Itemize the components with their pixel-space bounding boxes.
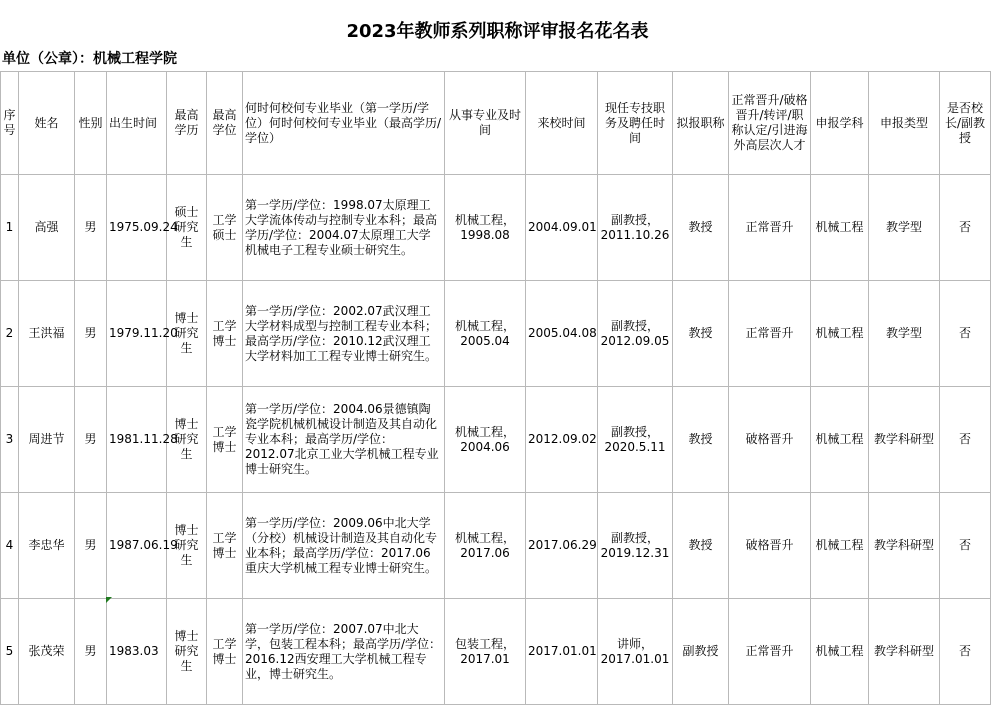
cell-gender[interactable]: 男 — [75, 493, 107, 599]
table-row — [1, 599, 991, 705]
cell-dual[interactable]: 否 — [940, 387, 991, 493]
header-degree[interactable]: 最高学位 — [207, 72, 243, 175]
cell-path[interactable]: 破格晋升 — [729, 387, 811, 493]
cell-grad[interactable]: 第一学历/学位：2007.07中北大学，包装工程本科；最高学历/学位：2016.12西安理工大学机械工程专业，博士研究生。 — [243, 599, 445, 705]
cell-join[interactable]: 2005.04.08 — [526, 281, 598, 387]
cell-gender[interactable]: 男 — [75, 599, 107, 705]
cell-seq[interactable]: 1 — [1, 175, 19, 281]
header-seq[interactable]: 序号 — [1, 72, 19, 175]
cell-degree[interactable]: 工学博士 — [207, 387, 243, 493]
cell-grad[interactable]: 第一学历/学位：1998.07太原理工大学流体传动与控制专业本科；最高学历/学位：2004.07太原理工大学机械电子工程专业硕士研究生。 — [243, 175, 445, 281]
cell-seq[interactable]: 4 — [1, 493, 19, 599]
cell-degree[interactable]: 工学博士 — [207, 493, 243, 599]
cell-seq[interactable]: 2 — [1, 281, 19, 387]
cell-major[interactable]: 机械工程，1998.08 — [445, 175, 526, 281]
cell-subject[interactable]: 机械工程 — [811, 281, 869, 387]
cell-target[interactable]: 副教授 — [673, 599, 729, 705]
cell-degree[interactable]: 工学博士 — [207, 599, 243, 705]
cell-dual[interactable]: 否 — [940, 281, 991, 387]
cell-name[interactable]: 李忠华 — [19, 493, 75, 599]
header-type[interactable]: 申报类型 — [869, 72, 940, 175]
cell-current[interactable]: 副教授，2019.12.31 — [598, 493, 673, 599]
cell-major[interactable]: 包装工程，2017.01 — [445, 599, 526, 705]
cell-type[interactable]: 教学科研型 — [869, 493, 940, 599]
cell-gender[interactable]: 男 — [75, 175, 107, 281]
cell-edu[interactable]: 博士研究生 — [167, 599, 207, 705]
cell-grad[interactable]: 第一学历/学位：2002.07武汉理工大学材料成型与控制工程专业本科；最高学历/学位：2010.12武汉理工大学材料加工工程专业博士研究生。 — [243, 281, 445, 387]
cell-dual[interactable]: 否 — [940, 599, 991, 705]
cell-edu[interactable]: 硕士研究生 — [167, 175, 207, 281]
cell-name[interactable]: 王洪福 — [19, 281, 75, 387]
roster-table — [0, 71, 991, 705]
cell-gender[interactable]: 男 — [75, 281, 107, 387]
cell-join[interactable]: 2017.01.01 — [526, 599, 598, 705]
table-row — [1, 175, 991, 281]
cell-degree[interactable]: 工学博士 — [207, 281, 243, 387]
cell-seq[interactable]: 3 — [1, 387, 19, 493]
header-join[interactable]: 来校时间 — [526, 72, 598, 175]
cell-current[interactable]: 副教授，2011.10.26 — [598, 175, 673, 281]
cell-birth[interactable]: 1987.06.19 — [107, 493, 167, 599]
cell-target[interactable]: 教授 — [673, 281, 729, 387]
header-path[interactable]: 正常晋升/破格晋升/转评/职称认定/引进海外高层次人才 — [729, 72, 811, 175]
header-current[interactable]: 现任专技职务及聘任时间 — [598, 72, 673, 175]
cell-join[interactable]: 2012.09.02 — [526, 387, 598, 493]
cell-grad[interactable]: 第一学历/学位：2004.06景德镇陶瓷学院机械机械设计制造及其自动化专业本科；最高学历/学位：2012.07北京工业大学机械工程专业博士研究生。 — [243, 387, 445, 493]
header-target[interactable]: 拟报职称 — [673, 72, 729, 175]
cell-target[interactable]: 教授 — [673, 493, 729, 599]
cell-name[interactable]: 张茂荣 — [19, 599, 75, 705]
cell-join[interactable]: 2017.06.29 — [526, 493, 598, 599]
cell-major[interactable]: 机械工程，2004.06 — [445, 387, 526, 493]
cell-birth[interactable]: 1983.03 — [107, 599, 167, 705]
header-row — [1, 72, 991, 175]
cell-target[interactable]: 教授 — [673, 175, 729, 281]
header-major[interactable]: 从事专业及时间 — [445, 72, 526, 175]
table-row — [1, 493, 991, 599]
cell-subject[interactable]: 机械工程 — [811, 387, 869, 493]
cell-birth[interactable]: 1979.11.20 — [107, 281, 167, 387]
cell-type[interactable]: 教学型 — [869, 281, 940, 387]
cell-dual[interactable]: 否 — [940, 493, 991, 599]
cell-name[interactable]: 周进节 — [19, 387, 75, 493]
cell-major[interactable]: 机械工程，2005.04 — [445, 281, 526, 387]
sheet-title: 2023年教师系列职称评审报名花名表 — [346, 21, 649, 42]
header-subject[interactable]: 申报学科 — [811, 72, 869, 175]
cell-grad[interactable]: 第一学历/学位：2009.06中北大学（分校）机械设计制造及其自动化专业本科；最高学历/学位：2017.06重庆大学机械工程专业博士研究生。 — [243, 493, 445, 599]
table-row — [1, 387, 991, 493]
header-birth[interactable]: 出生时间 — [107, 72, 167, 175]
cell-subject[interactable]: 机械工程 — [811, 599, 869, 705]
cell-major[interactable]: 机械工程，2017.06 — [445, 493, 526, 599]
cell-path[interactable]: 正常晋升 — [729, 599, 811, 705]
table-row — [1, 281, 991, 387]
cell-path[interactable]: 正常晋升 — [729, 281, 811, 387]
cell-edu[interactable]: 博士研究生 — [167, 387, 207, 493]
cell-gender[interactable]: 男 — [75, 387, 107, 493]
cell-seq[interactable]: 5 — [1, 599, 19, 705]
cell-type[interactable]: 教学科研型 — [869, 387, 940, 493]
cell-degree[interactable]: 工学硕士 — [207, 175, 243, 281]
cell-subject[interactable]: 机械工程 — [811, 175, 869, 281]
header-edu[interactable]: 最高学历 — [167, 72, 207, 175]
unit-label: 单位（公章）：机械工程学院 — [2, 51, 177, 67]
cell-current[interactable]: 副教授，2020.5.11 — [598, 387, 673, 493]
cell-target[interactable]: 教授 — [673, 387, 729, 493]
comment-indicator-icon — [106, 597, 112, 603]
cell-subject[interactable]: 机械工程 — [811, 493, 869, 599]
cell-path[interactable]: 破格晋升 — [729, 493, 811, 599]
cell-birth[interactable]: 1975.09.24 — [107, 175, 167, 281]
header-grad[interactable]: 何时何校何专业毕业（第一学历/学位）何时何校何专业毕业（最高学历/学位） — [243, 72, 445, 175]
header-dual[interactable]: 是否校长/副教授 — [940, 72, 991, 175]
header-name[interactable]: 姓名 — [19, 72, 75, 175]
cell-edu[interactable]: 博士研究生 — [167, 493, 207, 599]
cell-dual[interactable]: 否 — [940, 175, 991, 281]
cell-type[interactable]: 教学科研型 — [869, 599, 940, 705]
cell-name[interactable]: 高强 — [19, 175, 75, 281]
cell-birth[interactable]: 1981.11.28 — [107, 387, 167, 493]
cell-type[interactable]: 教学型 — [869, 175, 940, 281]
cell-current[interactable]: 讲师，2017.01.01 — [598, 599, 673, 705]
header-gender[interactable]: 性别 — [75, 72, 107, 175]
cell-join[interactable]: 2004.09.01 — [526, 175, 598, 281]
cell-path[interactable]: 正常晋升 — [729, 175, 811, 281]
cell-edu[interactable]: 博士研究生 — [167, 281, 207, 387]
cell-current[interactable]: 副教授，2012.09.05 — [598, 281, 673, 387]
